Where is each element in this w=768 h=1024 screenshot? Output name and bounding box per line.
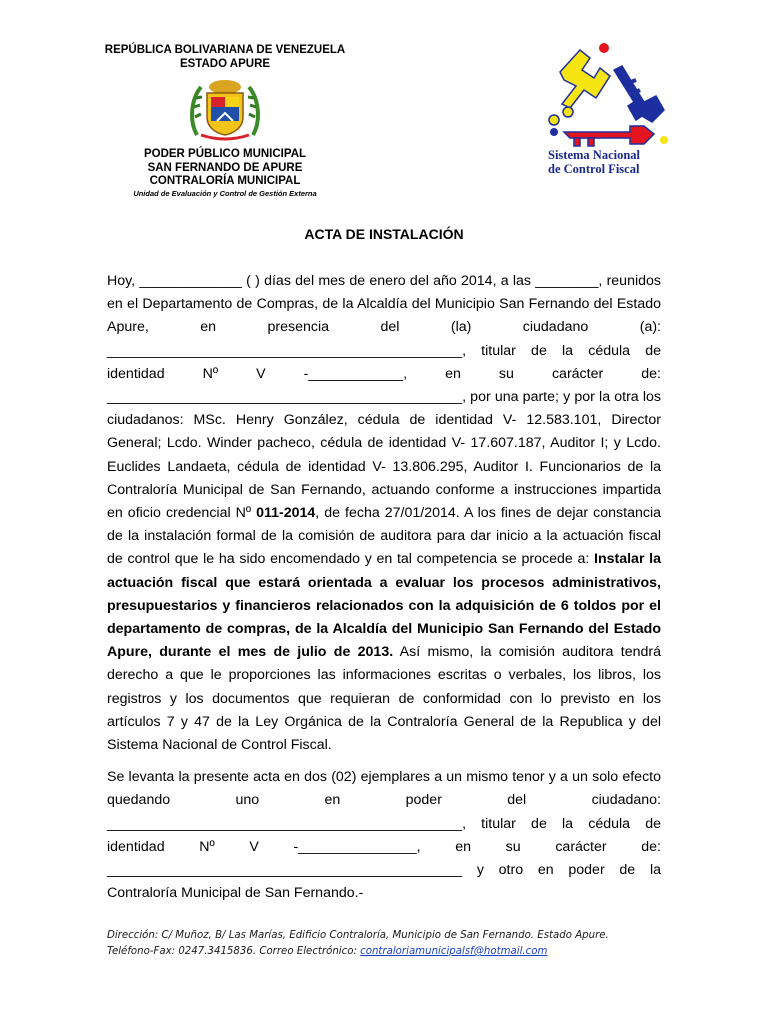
footer: [107, 928, 667, 960]
paragraph-1-text-e: Así mismo, la comisión auditora tendrá derecho a que le proporciones las informaciones escritas o verbales, los libros, los registros y los documentos que requieran de conformidad con lo previsto en los artículos 7 y 47 de la Ley Orgánica de la Contraloría General de la Republica y del Sistema Nacional de Control Fiscal.: [107, 644, 661, 754]
paragraph-1: [107, 270, 661, 757]
paragraph-1-text-c: , de fecha 27/01/2014. A los fines de dejar constancia de la instalación formal de la comisión de auditora para dar inicio a la actuación fiscal de control que le ha sido encomendado y en tal competencia se procede a:: [107, 505, 662, 568]
logo-line-2: de Control Fiscal: [548, 162, 640, 176]
paragraph-2: Se levanta la presente acta en dos (02) ejemplares a un mismo tenor y a un solo efecto quedando uno en poder del ciudadano: _____________________________________________, titular de la cédula de identidad Nº V -_______________, en su carácter de: _____________________________________________ y otro en poder de la Contraloría Municipal de San Fernando.-: [107, 769, 661, 902]
header-line-city: SAN FERNANDO DE APURE: [147, 161, 303, 174]
credential-number: 011-2014: [256, 505, 316, 522]
letterhead: [100, 44, 350, 199]
logo-line-1: Sistema Nacional: [548, 148, 641, 162]
header-line-power: PODER PÚBLICO MUNICIPAL: [143, 148, 307, 160]
header-line-state: ESTADO APURE: [179, 57, 271, 70]
footer-address: Dirección: C/ Muñoz, B/ Las Marías, Edificio Contraloría, Municipio de San Fernando. Estado Apure.: [107, 930, 609, 941]
coat-of-arms-icon: [187, 77, 263, 143]
footer-contact: [107, 944, 667, 960]
paragraph-1-text-a: Hoy, _____________ ( ) días del mes de enero del año 2014, a las ________, reunidos en el Departamento de Compras, de la Alcaldía del Municipio San Fernando del Estado Apure, en presencia del (la) ciudadano (a): _____________________________________________, titular de la cédula de identidad Nº V -____________, en su carácter de: _____________________________________________, por una parte; y por la otra los ciudadanos: MSc. Henry González, cédula de identidad V- 12.583.101, Director General; Lcdo. Winder pacheco, cédula de identidad V- 17.607.187, Auditor I; y Lcdo. Euclides Landaeta, cédula de identidad V- 13.806.295, Auditor I. Funcionarios de la Contraloría Municipal de San Fernando, actuando conforme a instrucciones impartida en oficio credencial Nº: [107, 273, 661, 522]
logo-caption: [548, 148, 668, 176]
document-body: [107, 270, 661, 914]
header-line-comptroller: CONTRALORÍA MUNICIPAL: [149, 175, 301, 187]
header-line-unit: Unidad de Evaluación y Control de Gestión Externa: [133, 188, 317, 198]
document-title: ACTA DE INSTALACIÓN: [304, 226, 464, 242]
footer-phone: Teléfono-Fax: 0247.3415836. Correo Electrónico:: [107, 946, 361, 957]
header-line-republic: REPÚBLICA BOLIVARIANA DE VENEZUELA: [104, 44, 346, 56]
audit-scope: Instalar la actuación fiscal que estará orientada a evaluar los procesos administrativos, presupuestarios y financieros relacionados con la adquisición de 6 toldos por el departamento de compras, de la Alcaldía del Municipio San Fernando del Estado Apure, durante el mes de julio de 2013.: [107, 551, 661, 661]
email-link[interactable]: contraloriamunicipalsf@hotmail.com: [360, 946, 548, 957]
